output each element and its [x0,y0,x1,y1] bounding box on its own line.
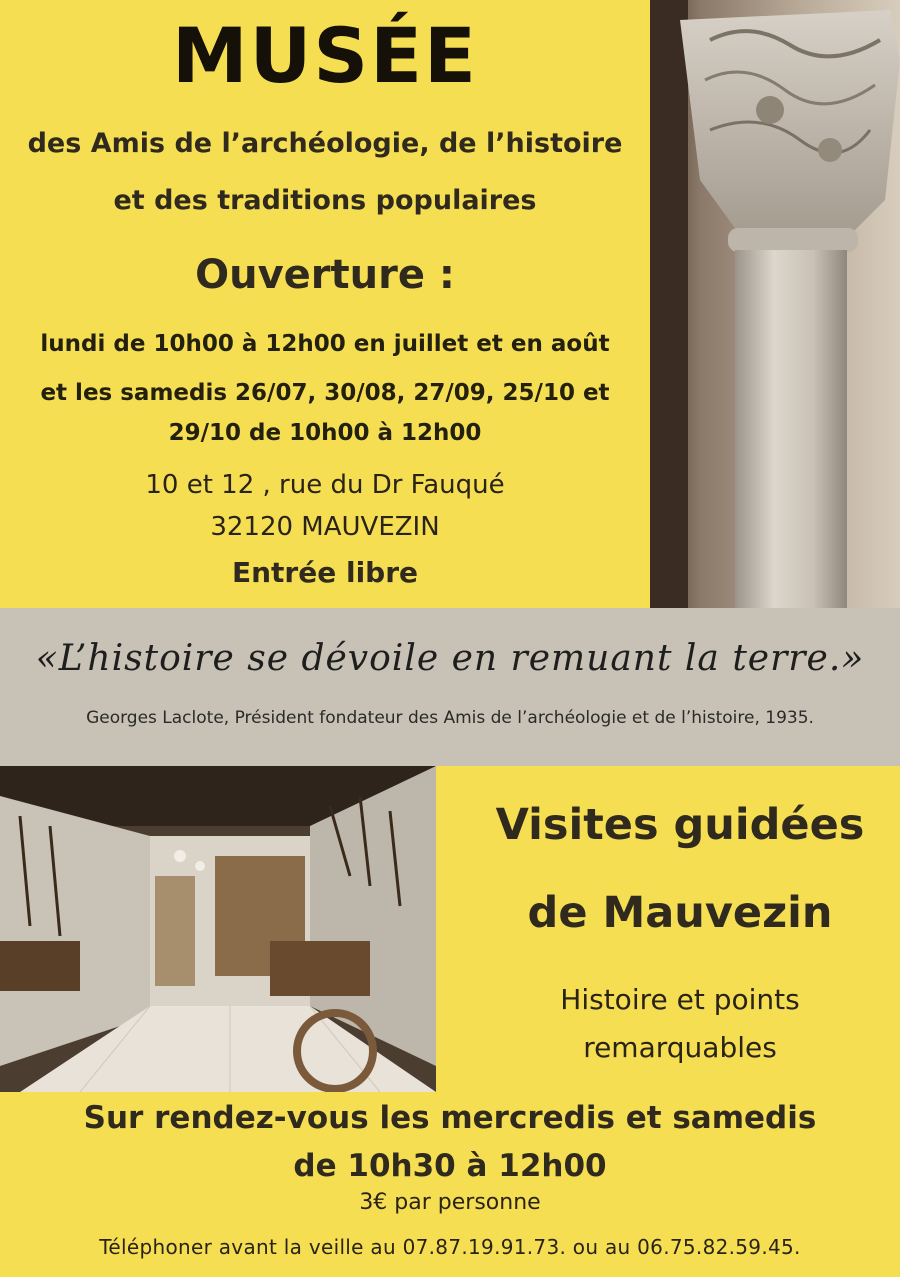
opening-line-2: et les samedis 26/07, 30/08, 27/09, 25/10 et [40,380,610,406]
opening-line-1: lundi de 10h00 à 12h00 en juillet et en août [40,331,610,357]
address-city: 32120 MAUVEZIN [210,512,440,542]
quote-text: «L’histoire se dévoile en remuant la terre.» [35,638,865,679]
booking-line-1: Sur rendez-vous les mercredis et samedis [83,1100,817,1136]
quote-attribution: Georges Laclote, Président fondateur des Amis de l’archéologie et de l’histoire, 1935. [86,708,814,728]
booking-line-2: de 10h30 à 12h00 [293,1148,607,1184]
visites-sub-line-1: Histoire et points [560,983,800,1016]
visites-title-line-1: Visites guidées [495,800,865,850]
visites-sub-line-2: remarquables [583,1031,777,1064]
visites-title-line-2: de Mauvezin [527,888,833,938]
price: 3€ par personne [359,1190,541,1215]
column-capital-photo [650,0,900,608]
opening-line-3: 29/10 de 10h00 à 12h00 [168,420,482,446]
subtitle-line-2: et des traditions populaires [113,185,537,216]
visites-subtitle [460,976,900,1072]
museum-interior-photo [0,766,436,1092]
entry-free: Entrée libre [231,556,419,589]
address-street: 10 et 12 , rue du Dr Fauqué [145,470,505,500]
opening-heading: Ouverture : [195,252,455,298]
quote-band [0,608,900,766]
phone-info: Téléphoner avant la veille au 07.87.19.91.73. ou au 06.75.82.59.45. [99,1235,801,1259]
page-title: MUSÉE [172,11,478,100]
subtitle-line-1: des Amis de l’archéologie, de l’histoire [27,128,623,159]
